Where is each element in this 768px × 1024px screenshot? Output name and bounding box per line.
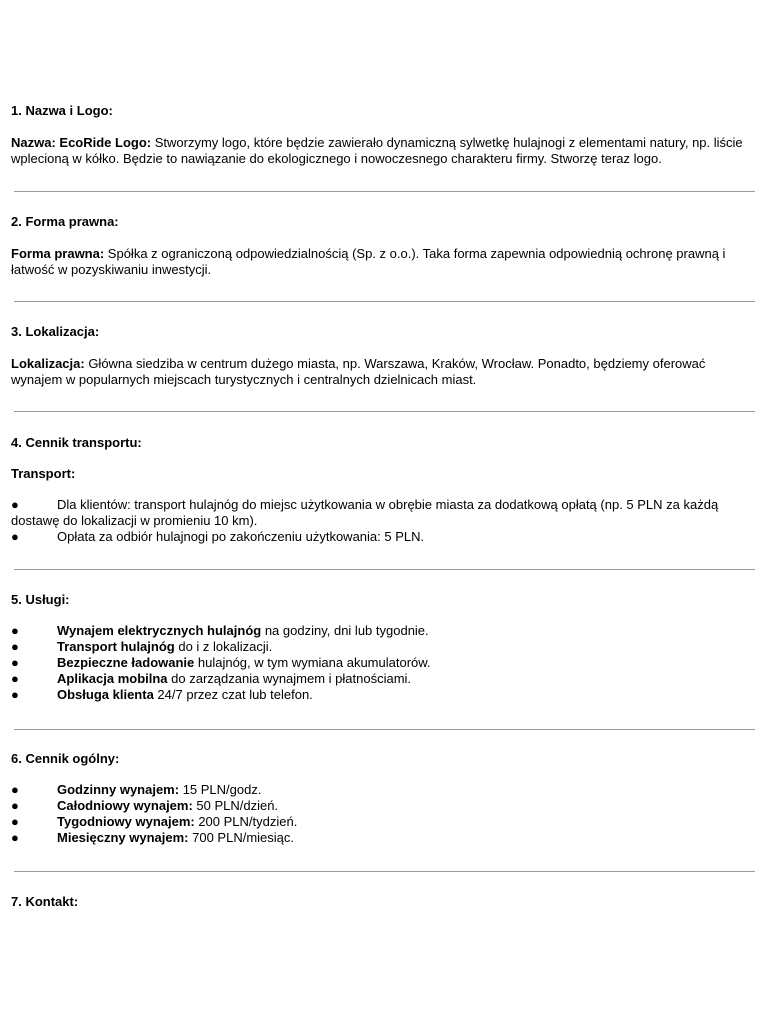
- section-heading: 7. Kontakt:: [11, 894, 79, 909]
- bullet-icon: ●: [11, 830, 19, 845]
- paragraph-lead: Lokalizacja:: [11, 356, 85, 371]
- divider: [14, 871, 755, 872]
- section-heading: 2. Forma prawna:: [11, 214, 119, 229]
- transport-list: [11, 497, 757, 545]
- section-name-logo: [11, 103, 757, 167]
- list-item: ● Tygodniowy wynajem: 200 PLN/tydzień.: [11, 814, 298, 829]
- bullet-icon: ●: [11, 529, 19, 544]
- section-heading: 3. Lokalizacja:: [11, 324, 100, 339]
- section-heading: 5. Usługi:: [11, 592, 70, 607]
- list-item: ● Transport hulajnóg do i z lokalizacji.: [11, 639, 273, 654]
- divider: [14, 301, 755, 302]
- list-item: ● Obsługa klienta 24/7 przez czat lub telefon.: [11, 687, 313, 702]
- paragraph-text: Stworzymy logo, które będzie zawierało dynamiczną sylwetkę hulajnogi z elementami natury, np. liście wplecioną w kółko. Będzie to nawiązanie do ekologicznego i nowoczesnego charakteru firmy. Stworzę teraz logo.: [11, 135, 743, 166]
- section-location: [11, 324, 757, 388]
- divider: [14, 569, 755, 570]
- bullet-icon: ●: [11, 639, 19, 654]
- divider: [14, 729, 755, 730]
- list-item: ● Dla klientów: transport hulajnóg do miejsc użytkowania w obrębie miasta za dodatkową opłatą (np. 5 PLN za każdą dostawę do lokalizacji w promieniu 10 km).: [11, 497, 719, 528]
- bullet-icon: ●: [11, 671, 19, 686]
- subheading-transport: Transport:: [11, 466, 76, 481]
- list-item: ● Aplikacja mobilna do zarządzania wynajmem i płatnościami.: [11, 671, 412, 686]
- section-heading: 1. Nazwa i Logo:: [11, 103, 113, 118]
- section-heading: 4. Cennik transportu:: [11, 435, 142, 450]
- divider: [14, 191, 755, 192]
- section-heading: 6. Cennik ogólny:: [11, 751, 120, 766]
- list-item: ● Wynajem elektrycznych hulajnóg na godziny, dni lub tygodnie.: [11, 623, 429, 638]
- bullet-icon: ●: [11, 497, 19, 512]
- section-paragraph: [11, 246, 757, 278]
- section-contact: [11, 894, 757, 910]
- list-item: ● Opłata za odbiór hulajnogi po zakończeniu użytkowania: 5 PLN.: [11, 529, 425, 544]
- paragraph-lead: Forma prawna:: [11, 246, 105, 261]
- paragraph-text: Główna siedziba w centrum dużego miasta, np. Warszawa, Kraków, Wrocław. Ponadto, będziemy oferować wynajem w popularnych miejscach turystycznych i centralnych dzielnicach miast.: [11, 356, 706, 387]
- list-item: ● Całodniowy wynajem: 50 PLN/dzień.: [11, 798, 279, 813]
- list-item: ● Godzinny wynajem: 15 PLN/godz.: [11, 782, 262, 797]
- section-general-pricing: [11, 751, 757, 846]
- section-paragraph: [11, 356, 757, 388]
- bullet-icon: ●: [11, 782, 19, 797]
- paragraph-lead: Nazwa: EcoRide Logo:: [11, 135, 152, 150]
- pricing-list: [11, 782, 757, 846]
- bullet-icon: ●: [11, 623, 19, 638]
- list-item: ● Bezpieczne ładowanie hulajnóg, w tym wymiana akumulatorów.: [11, 655, 431, 670]
- list-item: ● Miesięczny wynajem: 700 PLN/miesiąc.: [11, 830, 294, 845]
- section-legal-form: [11, 214, 757, 278]
- services-list: [11, 623, 757, 703]
- section-paragraph: [11, 135, 757, 167]
- bullet-icon: ●: [11, 687, 19, 702]
- divider: [14, 411, 755, 412]
- section-transport-pricing: [11, 435, 757, 545]
- bullet-icon: ●: [11, 655, 19, 670]
- bullet-icon: ●: [11, 798, 19, 813]
- bullet-icon: ●: [11, 814, 19, 829]
- section-services: [11, 592, 757, 703]
- paragraph-text: Spółka z ograniczoną odpowiedzialnością (Sp. z o.o.). Taka forma zapewnia odpowiednią ochronę prawną i łatwość w pozyskiwaniu inwestycji.: [11, 246, 726, 277]
